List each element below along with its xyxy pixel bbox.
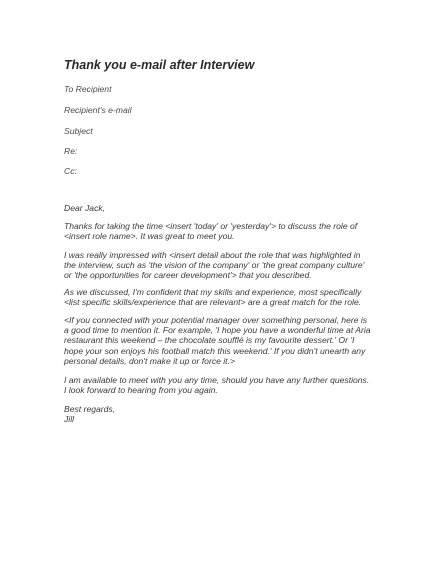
greeting xyxy=(64,203,384,213)
sign-off xyxy=(64,404,384,424)
paragraph-line: I look forward to hearing from you again. xyxy=(64,385,218,396)
paragraph-thanks xyxy=(64,221,384,241)
paragraph-personal xyxy=(64,315,384,366)
paragraph-line: or 'the opportunities for career development'> that you described. xyxy=(64,270,312,281)
paragraph-line: a good time to mention it. For example, 'I hope you have a wonderful time at Aria xyxy=(64,325,371,336)
paragraph-line: <list specific skills/experience that are relevant> are a great match for the role. xyxy=(64,297,362,308)
paragraph-line: As we discussed, I'm confident that my skills and experience, most specifically xyxy=(64,287,362,297)
paragraph-line: <If you connected with your potential manager over something personal, here is xyxy=(64,315,368,325)
cc-field: Cc: xyxy=(64,166,77,176)
paragraph-line: the interview, such as 'the vision of the company' or 'the great company culture' xyxy=(64,260,365,271)
paragraph-availability xyxy=(64,375,384,395)
paragraph-line: personal details, don't make it up or force it.> xyxy=(64,355,235,366)
subject-field: Subject xyxy=(64,126,93,136)
paragraph-impressed xyxy=(64,250,384,281)
greeting-line: Dear Jack, xyxy=(64,203,106,213)
to-recipient-field: To Recipient xyxy=(64,84,112,94)
paragraph-line: I was really impressed with <insert detail about the role that was highlighted in xyxy=(64,250,361,260)
re-field: Re: xyxy=(64,146,78,156)
paragraph-line: hope your son enjoys his football match this weekend.' If you didn't unearth any xyxy=(64,345,366,356)
paragraph-skills xyxy=(64,287,384,307)
paragraph-line: restaurant this weekend – the chocolate soufflé is my favourite dessert.' Or 'I xyxy=(64,335,355,346)
recipient-email-field: Recipient's e-mail xyxy=(64,105,132,115)
paragraph-line: <insert role name>. It was great to meet you. xyxy=(64,231,235,242)
paragraph-line: I am available to meet with you any time, should you have any further questions. xyxy=(64,375,370,385)
paragraph-line: Thanks for taking the time <insert 'today' or 'yesterday'> to discuss the role of xyxy=(64,221,358,231)
signature-name: Jill xyxy=(64,414,75,425)
letter-title: Thank you e-mail after Interview xyxy=(64,58,255,72)
closing-line: Best regards, xyxy=(64,404,116,414)
